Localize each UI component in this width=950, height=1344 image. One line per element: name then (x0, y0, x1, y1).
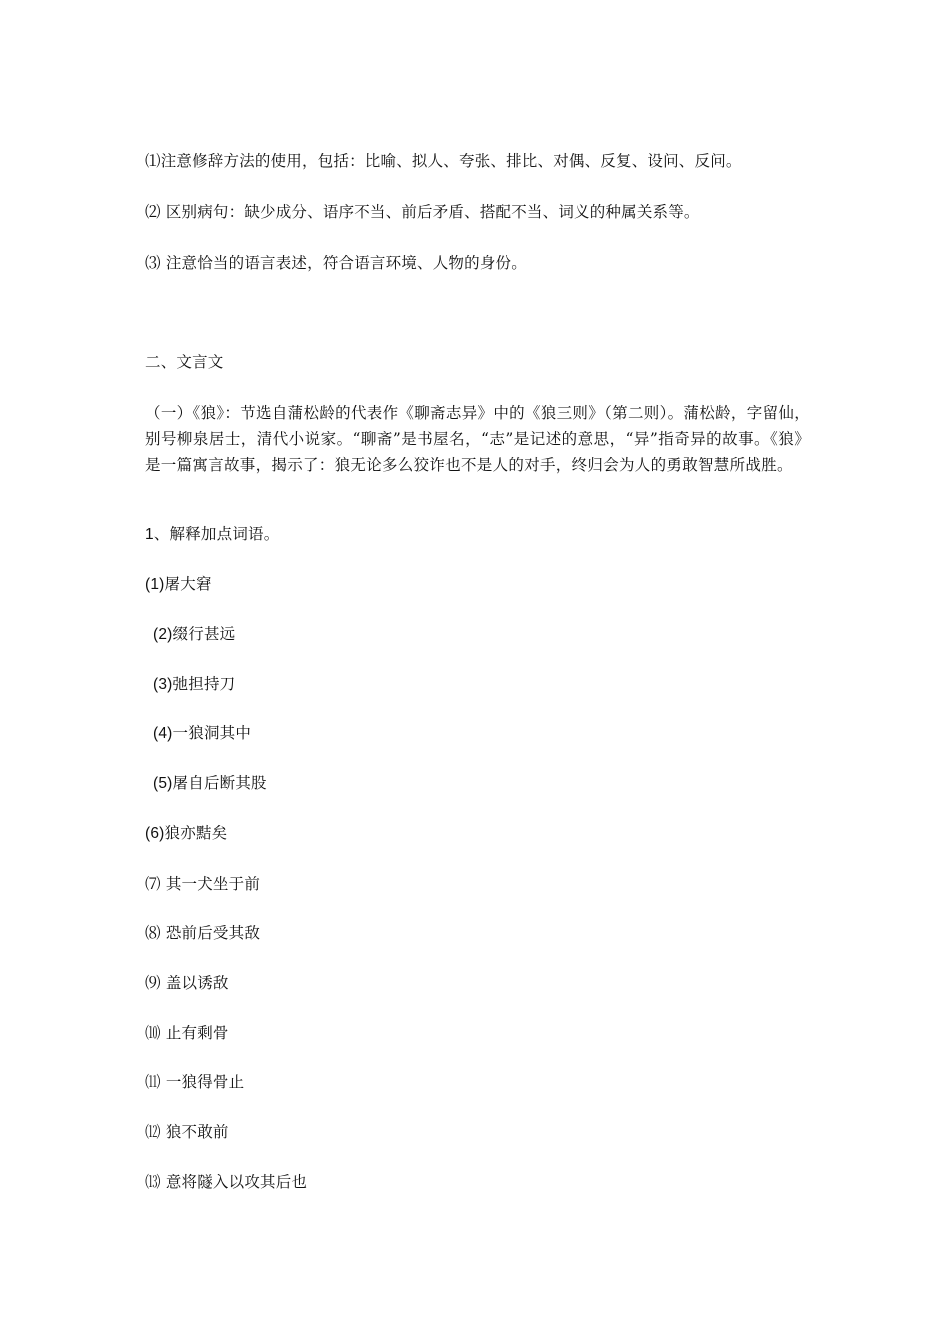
vocab-item-13: ⒀ 意将隧入以攻其后也 (145, 1173, 308, 1191)
vocab-item-3: (3)弛担持刀 (153, 676, 236, 693)
vocab-item-4: (4)一狼洞其中 (153, 725, 252, 742)
vocab-item-5: (5)屠自后断其股 (153, 775, 267, 792)
section-heading: 二、文言文 (145, 353, 224, 371)
rhetoric-note-3: ⑶ 注意恰当的语言表述，符合语言环境、人物的身份。 (145, 254, 527, 272)
vocab-item-7: ⑺ 其一犬坐于前 (145, 875, 261, 893)
vocab-item-11: ⑾ 一狼得骨止 (145, 1073, 245, 1091)
vocab-item-8: ⑻ 恐前后受其敌 (145, 924, 261, 942)
vocab-item-1: (1)屠大窘 (145, 576, 212, 593)
question-heading: 1、解释加点词语。 (145, 526, 280, 543)
rhetoric-note-1: ⑴注意修辞方法的使用，包括：比喻、拟人、夸张、排比、对偶、反复、设问、反问。 (145, 152, 742, 170)
vocab-item-9: ⑼ 盖以诱敌 (145, 974, 229, 992)
intro-paragraph: （一）《狼》：节选自蒲松龄的代表作《聊斋志异》中的《狼三则》（第二则）。蒲松龄，字留仙，别号柳泉居士，清代小说家。“聊斋”是书屋名，“志”是记述的意思，“异”指奇异的故事。《狼》是一篇寓言故事，揭示了：狼无论多么狡诈也不是人的对手，终归会为人的勇敢智慧所战胜。 (145, 404, 810, 474)
vocab-item-6: (6)狼亦黠矣 (145, 825, 228, 842)
rhetoric-note-2: ⑵ 区别病句：缺少成分、语序不当、前后矛盾、搭配不当、词义的种属关系等。 (145, 203, 700, 221)
vocab-item-12: ⑿ 狼不敢前 (145, 1123, 229, 1141)
vocab-item-2: (2)缀行甚远 (153, 626, 236, 643)
vocab-item-10: ⑽ 止有剩骨 (145, 1024, 229, 1042)
